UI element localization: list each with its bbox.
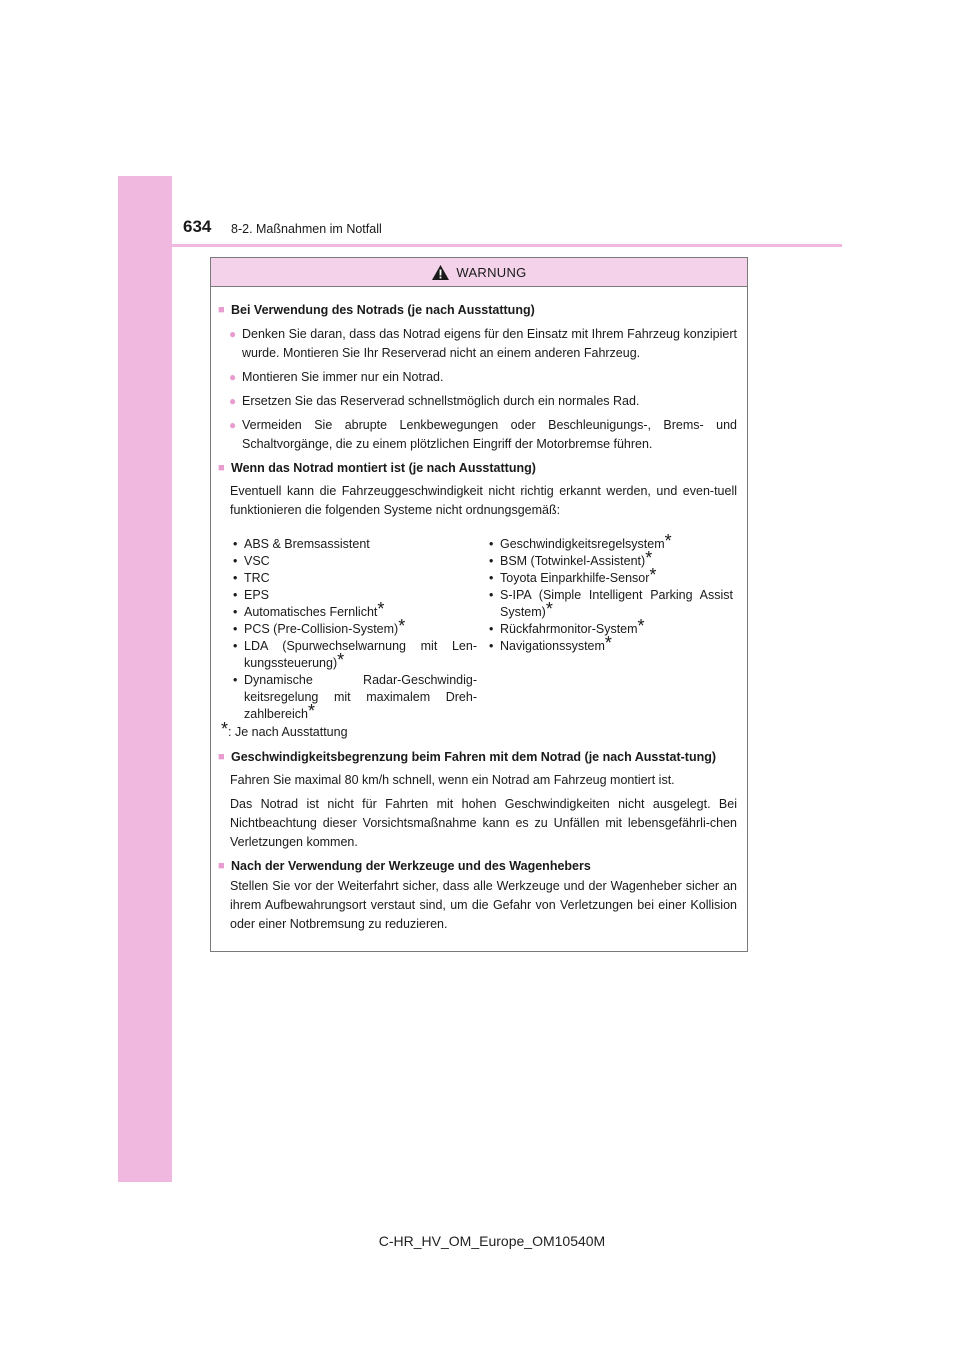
bullet-item: ● Ersetzen Sie das Reserverad schnellstmöglich durch ein normales Rad.	[218, 392, 737, 411]
systems-left-column	[233, 536, 477, 723]
section-heading: ■ Wenn das Notrad montiert ist (je nach Ausstattung)	[218, 459, 737, 478]
list-item: • Toyota Einparkhilfe-Sensor*	[489, 565, 657, 585]
list-item: • Geschwindigkeitsregelsystem*	[489, 531, 672, 551]
square-bullet-icon: ■	[218, 751, 225, 763]
asterisk-marker: *	[604, 633, 612, 653]
asterisk-marker: *	[649, 565, 657, 585]
list-item: • Dynamische Radar-Geschwindig-keitsregelung mit maximalem Dreh-zahlbereich*	[233, 673, 477, 721]
bullet-item: ● Montieren Sie immer nur ein Notrad.	[218, 368, 737, 387]
asterisk-marker: *	[545, 599, 553, 619]
list-item: • Navigationssystem*	[489, 633, 612, 653]
asterisk-marker: *	[221, 719, 229, 739]
section-heading: ■ Bei Verwendung des Notrads (je nach Ausstattung)	[218, 301, 737, 320]
asterisk-marker: *	[307, 701, 315, 721]
bullet-item: ● Vermeiden Sie abrupte Lenkbewegungen oder Beschleunigungs-, Brems- und Schaltvorgänge, die zu einem plötzlichen Eingriff der Motorbremse führen.	[218, 416, 737, 454]
header-rule	[172, 244, 842, 247]
list-item: • BSM (Totwinkel-Assistent)*	[489, 548, 653, 568]
warning-body	[211, 287, 747, 934]
asterisk-marker: *	[337, 650, 345, 670]
page-number: 634	[183, 217, 212, 236]
systems-right-column	[489, 531, 733, 723]
asterisk-marker: *	[645, 548, 653, 568]
section-title: 8-2. Maßnahmen im Notfall	[231, 222, 382, 236]
asterisk-marker: *	[398, 616, 406, 636]
bullet-item: ● Denken Sie daran, dass das Notrad eigens für den Einsatz mit Ihrem Fahrzeug konzipiert wurde. Montieren Sie Ihr Reserverad nicht an einem anderen Fahrzeug.	[218, 325, 737, 363]
footnote: *: Je nach Ausstattung	[221, 719, 348, 739]
list-item: • VSC	[233, 554, 270, 568]
section-heading: ■ Geschwindigkeitsbegrenzung beim Fahren mit dem Notrad (je nach Ausstat-tung)	[218, 748, 737, 767]
section-paragraph: Fahren Sie maximal 80 km/h schnell, wenn ein Notrad am Fahrzeug montiert ist.	[230, 773, 675, 787]
square-bullet-icon: ■	[218, 304, 225, 316]
round-bullet-icon: ●	[229, 418, 237, 432]
asterisk-marker: *	[637, 616, 645, 636]
warning-triangle-icon	[431, 264, 450, 281]
warning-title: WARNUNG	[456, 264, 527, 280]
list-item: • ABS & Bremsassistent	[233, 537, 370, 551]
warning-box	[210, 257, 748, 952]
warning-header	[211, 258, 747, 287]
affected-systems-list	[218, 531, 737, 723]
list-item: • LDA (Spurwechselwarnung mit Len-kungssteuerung)*	[233, 639, 477, 670]
asterisk-marker: *	[377, 599, 385, 619]
round-bullet-icon: ●	[229, 394, 237, 408]
list-item: • Rückfahrmonitor-System*	[489, 616, 645, 636]
square-bullet-icon: ■	[218, 860, 225, 872]
list-item: • PCS (Pre-Collision-System)*	[233, 616, 406, 636]
list-item: • EPS	[233, 588, 270, 602]
section-paragraph: Stellen Sie vor der Weiterfahrt sicher, dass alle Werkzeuge und der Wagenheber sicher an ihrem Aufbewahrungsort verstaut sind, um die Gefahr von Verletzungen bei einer Kollision oder einer Notbremsung zu reduzieren.	[230, 879, 737, 931]
section-paragraph: Eventuell kann die Fahrzeuggeschwindigkeit nicht richtig erkannt werden, und even-tuell funktionieren die folgenden Systeme nicht ordnungsgemäß:	[230, 484, 737, 517]
document-id-footer: C-HR_HV_OM_Europe_OM10540M	[378, 1233, 606, 1249]
section-paragraph: Das Notrad ist nicht für Fahrten mit hohen Geschwindigkeiten nicht ausgelegt. Bei Nichtbeachtung dieser Vorsichtsmaßnahme kann es zu Unfällen mit lebensgefährli-chen Verletzungen kommen.	[230, 797, 737, 849]
chapter-tab-bar	[118, 176, 172, 1182]
round-bullet-icon: ●	[229, 327, 237, 341]
square-bullet-icon: ■	[218, 462, 225, 474]
section-heading: ■ Nach der Verwendung der Werkzeuge und des Wagenhebers	[218, 857, 737, 876]
list-item: • S-IPA (Simple Intelligent Parking Assist System)*	[489, 588, 733, 619]
list-item: • Automatisches Fernlicht*	[233, 599, 385, 619]
list-item: • TRC	[233, 571, 270, 585]
asterisk-marker: *	[664, 531, 672, 551]
round-bullet-icon: ●	[229, 370, 237, 384]
